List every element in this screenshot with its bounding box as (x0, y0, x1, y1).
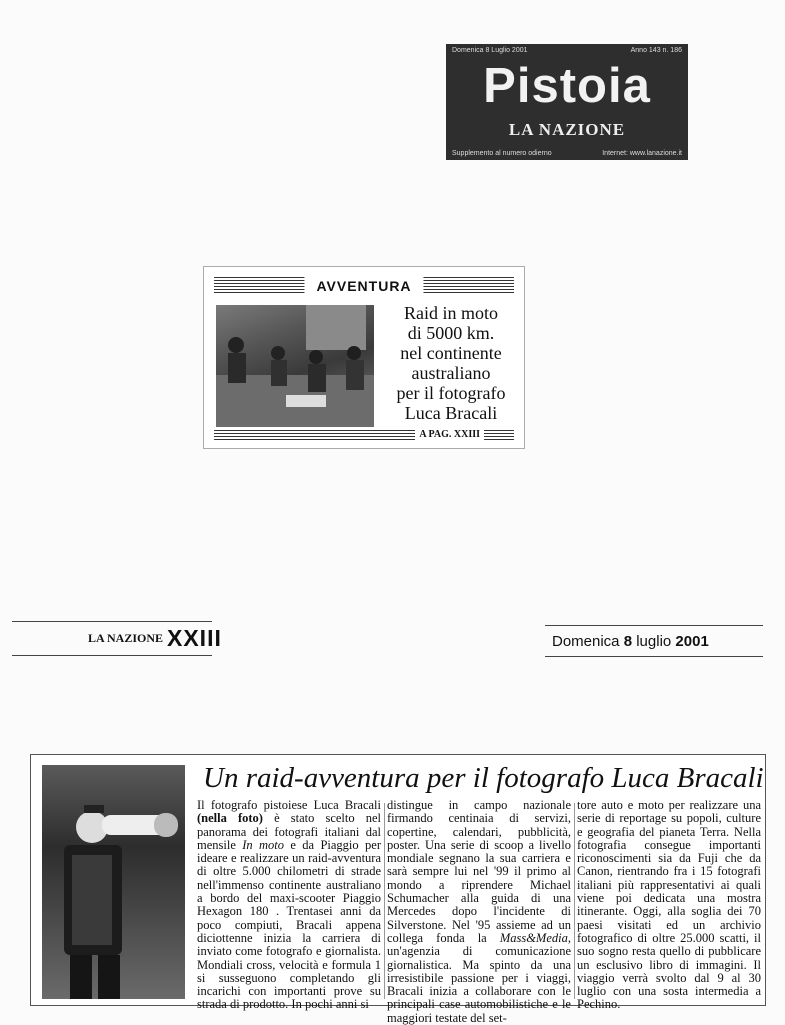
dateline-day-number: 8 (623, 633, 633, 650)
teaser-headline: Raid in moto di 5000 km. nel continente australiano per il fotografo Luca Bracali (396, 303, 506, 423)
dateline-year: 2001 (675, 633, 709, 650)
col1-italic: In moto (242, 837, 285, 852)
masthead-date: Domenica 8 Luglio 2001 (452, 47, 528, 54)
masthead-issue: Anno 143 n. 186 (630, 47, 682, 54)
teaser-header-band (214, 277, 514, 295)
col2-italic: Mass&Media (499, 930, 568, 945)
col3-text: tore auto e moto per realizzare una serie di reportage su popoli, culture e geografia del pianeta Terra. Nella fotografia consegue importanti riconoscimenti sia da Fuji che da Canon, rientrando fra i 15 fotografi italiani più rappresentativi ai quali viene poi dedicata una mostra itinerante. Oggi, alla soglia dei 70 paesi visitati ed un archivio fotografico di oltre 25.000 scatti, il suo sogno resta quello di pubblicare un esclusivo libro di immagini. Il viaggio verrà svolto dal 9 al 30 luglio con una sosta intermedia a Pechino. (577, 798, 761, 1012)
dateline-day: Domenica (552, 633, 620, 650)
masthead-subtitle: LA NAZIONE (508, 120, 626, 139)
article-body (197, 798, 761, 1025)
page-number: XXIII (167, 625, 222, 651)
teaser-box (203, 266, 525, 449)
article-column-3 (577, 799, 761, 1012)
masthead (446, 44, 688, 160)
photographer-image (42, 765, 185, 999)
column-rule (384, 803, 385, 999)
article-photo (42, 765, 185, 999)
col1-text-c: e da Piaggio per ideare e realizzare un raid-avventura di oltre 5.000 chilometri di strade nell'immenso continente australiano a bordo del maxi-scooter Piaggio Hexagon 180 . Trentasei anni da poco compiuti, Bracali appena diciottenne inizia la carriera di inviato come fotografo e giornalista. Mondiali cross, velocità e formula 1 si susseguono completando gli incarichi con importanti prove su strada di prodotto. In pochi anni si (197, 837, 381, 1012)
masthead-bottom-line (452, 150, 682, 157)
masthead-internet: Internet: www.lanazione.it (602, 150, 682, 157)
col1-bold: (nella foto) (197, 811, 263, 826)
dateline-month: luglio (636, 633, 672, 650)
article-column-2 (387, 799, 571, 1025)
page-publication: LA NAZIONE (88, 631, 164, 645)
masthead-title: Pistoia (483, 59, 651, 113)
teaser-photo (216, 305, 374, 427)
col2-text-b: , un'agenzia di comunicazione giornalistica. Ma spinto da una irresistibile passione per i viaggi, Bracali inizia a collaborare con le principali case automobilistiche e le maggiori testate del set- (387, 930, 571, 1025)
page-dateline (545, 625, 763, 657)
column-rule (574, 803, 575, 999)
article-title: Un raid-avventura per il fotografo Luca Bracali (203, 762, 764, 794)
teaser-page-reference: A PAG. XXIII (415, 428, 484, 441)
col1-text-a: Il fotografo pistoiese Luca Bracali (197, 798, 381, 812)
page-header-left (12, 621, 222, 656)
teaser-kicker: AVVENTURA (304, 277, 423, 295)
article (30, 754, 766, 1025)
masthead-supplement: Supplemento al numero odierno (452, 150, 552, 157)
teaser-footer-band (214, 430, 514, 440)
col1-text-b: è stato scelto nel panorama dei fotografi italiani dal mensile (197, 811, 381, 852)
col2-text-a: distingue in campo nazionale firmando centinaia di servizi, copertine, calendari, pubblicità, poster. Una serie di scoop a livello mondiale segnano la sua carriera e sarà sempre lui nel '99 il primo al mondo a riprendere Michael Schumacher alla guida di una Mercedes dopo l'incidente di Silverstone. Nel '95 assieme ad un collega fonda la (387, 798, 571, 945)
article-column-1 (197, 799, 381, 1012)
teaser-photo-image (216, 305, 374, 427)
